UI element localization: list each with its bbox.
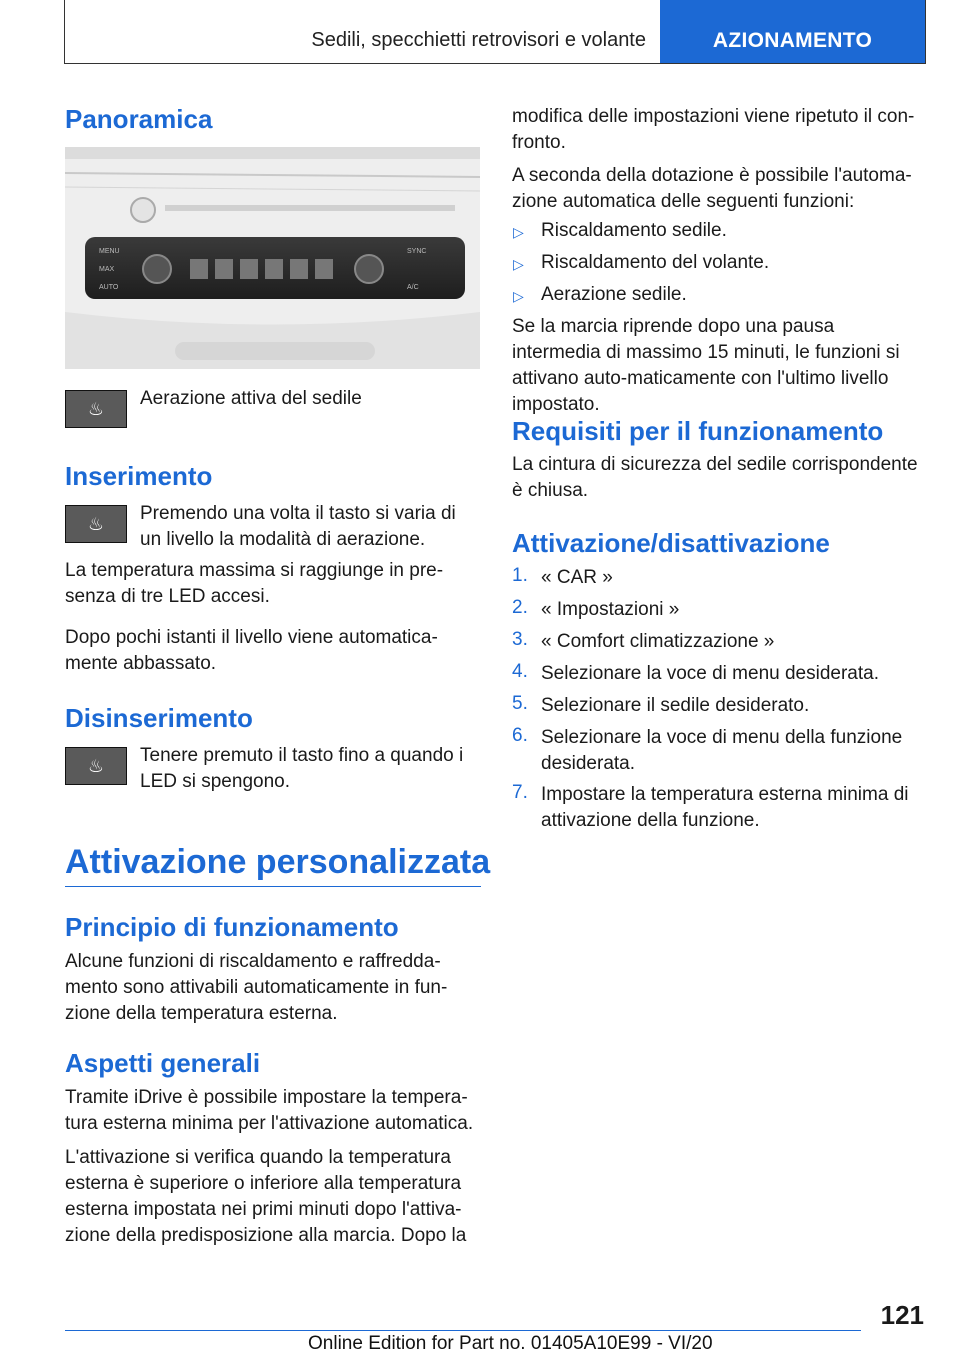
bullet-item: Riscaldamento sedile. <box>541 220 727 241</box>
panel-label-max: MAX <box>99 266 115 273</box>
step-text: Selezionare il sedile desiderato. <box>541 695 810 716</box>
panel-label-sync: SYNC <box>407 248 427 255</box>
inserimento-paragraph-1: La temperatura massima si raggiunge in pre-senza di tre LED accesi. <box>65 560 444 607</box>
step-number: 2. <box>512 597 528 618</box>
step-number: 7. <box>512 782 528 803</box>
panel-label-menu: MENU <box>99 248 120 255</box>
footer-edition: Online Edition for Part no. 01405A10E99 - VI/20 <box>308 1333 713 1354</box>
bullet-marker: ▷ <box>513 288 524 304</box>
bullet-marker: ▷ <box>513 224 524 240</box>
principio-paragraph: Alcune funzioni di riscaldamento e raffredda-mento sono attivabili automaticamente in fun-zione della temperatura esterna. <box>65 951 448 1024</box>
heading-inserimento: Inserimento <box>65 461 213 491</box>
right-paragraph-2: A seconda della dotazione è possibile l'automa-zione automatica delle seguenti funzioni: <box>512 165 912 212</box>
seat-icon: ♨ <box>87 513 105 534</box>
climate-panel-illustration <box>65 147 480 369</box>
step-text: Selezionare la voce di menu desiderata. <box>541 663 879 684</box>
chapter-tab: AZIONAMENTO <box>660 0 925 63</box>
seat-icon: ♨ <box>87 755 105 776</box>
seat-ventilation-button-icon <box>65 505 127 543</box>
heading-requisiti: Requisiti per il funzionamento <box>512 416 884 446</box>
page-header <box>64 0 926 64</box>
heading-disinserimento: Disinserimento <box>65 703 253 733</box>
step-text: « Comfort climatizzazione » <box>541 631 775 652</box>
requisiti-paragraph: La cintura di sicurezza del sedile corrispondente è chiusa. <box>512 454 918 501</box>
inserimento-paragraph-2: Dopo pochi istanti il livello viene automatica-mente abbassato. <box>65 627 438 674</box>
panel-label-ac: A/C <box>407 284 419 291</box>
seat-ventilation-button-icon <box>65 390 127 428</box>
aspetti-paragraph-2: L'attivazione si verifica quando la temperatura esterna è superiore o inferiore alla temperatura esterna impostata nei primi minuti dopo l'attiva-zione della predisposizione alla marcia. Dopo la <box>65 1147 467 1246</box>
right-paragraph-3: Se la marcia riprende dopo una pausa intermedia di massimo 15 minuti, le funzioni si attivano auto-maticamente con l'ultimo livello impostato. <box>512 316 900 415</box>
seat-icon: ♨ <box>87 398 105 419</box>
panel-label-auto: AUTO <box>99 284 119 291</box>
section-title: Sedili, specchietti retrovisori e volante <box>311 29 646 51</box>
step-number: 1. <box>512 565 528 586</box>
climate-panel-photo <box>65 147 480 369</box>
heading-panoramica: Panoramica <box>65 104 213 134</box>
section-rule <box>65 886 481 887</box>
step-number: 3. <box>512 629 528 650</box>
page-number: 121 <box>880 1300 924 1330</box>
disinserimento-icon-text: Tenere premuto il tasto fino a quando i LED si spengono. <box>140 745 464 792</box>
bullet-marker: ▷ <box>513 256 524 272</box>
heading-principio: Principio di funzionamento <box>65 912 399 942</box>
heading-aspetti-generali: Aspetti generali <box>65 1048 261 1078</box>
seat-ventilation-button-icon <box>65 747 127 785</box>
step-text: Selezionare la voce di menu della funzione desiderata. <box>541 727 903 774</box>
inserimento-icon-text: Premendo una volta il tasto si varia di un livello la modalità di aerazione. <box>140 503 456 550</box>
bullet-item: Riscaldamento del volante. <box>541 252 770 273</box>
heading-attivazione-personalizzata: Attivazione personalizzata <box>65 843 491 881</box>
aspetti-paragraph-1: Tramite iDrive è possibile impostare la tempera-tura esterna minima per l'attivazione automatica. <box>65 1087 474 1134</box>
step-text: « CAR » <box>541 567 613 588</box>
step-text: « Impostazioni » <box>541 599 680 620</box>
right-paragraph-1: modifica delle impostazioni viene ripetuto il con-fronto. <box>512 106 915 153</box>
footer-rule <box>65 1330 861 1331</box>
heading-attivazione-disattivazione: Attivazione/disattivazione <box>512 528 830 558</box>
bullet-item: Aerazione sedile. <box>541 284 687 305</box>
step-number: 5. <box>512 693 528 714</box>
step-text: Impostare la temperatura esterna minima di attivazione della funzione. <box>541 784 909 831</box>
step-number: 4. <box>512 661 528 682</box>
photo-caption: Aerazione attiva del sedile <box>140 388 362 409</box>
step-number: 6. <box>512 725 528 746</box>
